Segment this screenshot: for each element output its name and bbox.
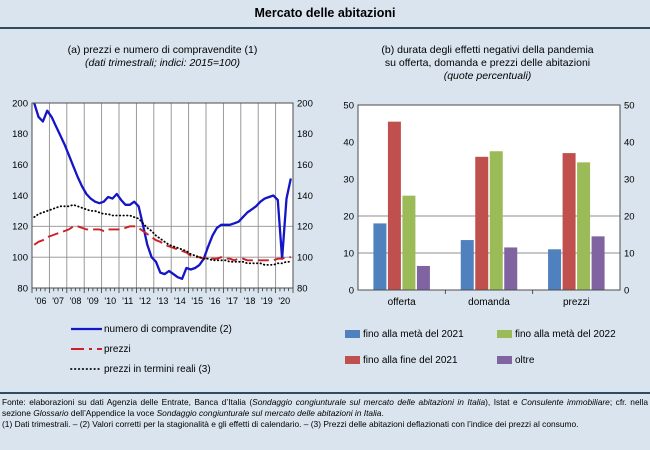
footer-italic-segment: Consulente immobiliare bbox=[521, 397, 610, 407]
legend-item bbox=[70, 339, 232, 359]
legend-item bbox=[345, 321, 497, 347]
y-tick-left: 160 bbox=[12, 160, 28, 172]
panel-b-title-line1: (b) durata degli effetti negativi della pandemia bbox=[381, 44, 594, 56]
legend-item bbox=[497, 347, 645, 373]
footer bbox=[2, 397, 648, 431]
legend-color-swatch bbox=[497, 330, 512, 338]
legend-label: prezzi bbox=[104, 343, 131, 355]
x-tick-label: '16 bbox=[208, 296, 221, 306]
panel-b-subtitle: (quote percentuali) bbox=[443, 70, 532, 82]
panel-a-line-chart bbox=[0, 95, 325, 315]
bar bbox=[592, 236, 605, 290]
y-tick-right: 10 bbox=[624, 248, 635, 260]
y-tick-left: 50 bbox=[343, 100, 354, 112]
footer-segment: (1) Dati trimestrali. – (2) Valori corretti per la stagionalità e gli effetti di calendario. – (3) Prezzi delle abitazioni deflazionati con l’indice dei prezzi al consumo. bbox=[2, 419, 579, 430]
title-divider bbox=[0, 27, 650, 29]
y-tick-right: 20 bbox=[624, 211, 635, 223]
y-tick-right: 160 bbox=[297, 160, 313, 172]
panel-b-header bbox=[325, 44, 650, 83]
y-tick-right: 40 bbox=[624, 137, 635, 149]
y-tick-left: 100 bbox=[12, 252, 28, 264]
x-tick-label: '08 bbox=[69, 296, 82, 306]
footer-divider bbox=[0, 392, 650, 394]
x-tick-label: '14 bbox=[174, 296, 186, 306]
legend-label: numero di compravendite (2) bbox=[104, 323, 232, 335]
x-tick-label: '11 bbox=[122, 296, 134, 306]
panel-b-legend bbox=[345, 321, 645, 373]
y-tick-left: 20 bbox=[343, 211, 354, 223]
footer-segment: ), Istat e bbox=[485, 397, 522, 407]
legend-item bbox=[70, 319, 232, 339]
legend-item bbox=[345, 347, 497, 373]
legend-label: fino alla fine del 2021 bbox=[363, 354, 458, 366]
panel-a-subtitle: (dati trimestrali; indici: 2015=100) bbox=[85, 57, 240, 69]
footer-italic-segment: Glossario bbox=[33, 408, 69, 419]
x-tick-label: '15 bbox=[191, 296, 204, 306]
bar bbox=[548, 249, 561, 290]
panel-b-bar-chart bbox=[325, 95, 650, 315]
bar bbox=[490, 151, 503, 290]
y-tick-right: 100 bbox=[297, 252, 313, 264]
y-tick-right: 30 bbox=[624, 174, 635, 186]
footer-source-text bbox=[2, 397, 648, 419]
footer-segment: . bbox=[381, 408, 384, 419]
footer-italic-segment: Sondaggio congiunturale sul mercato delle abitazioni in Italia bbox=[156, 408, 382, 419]
panel-a-legend bbox=[70, 319, 232, 379]
y-tick-left: 80 bbox=[17, 283, 28, 295]
y-tick-left: 180 bbox=[12, 129, 28, 141]
y-tick-left: 10 bbox=[343, 248, 354, 260]
panel-a-title: (a) prezzi e numero di compravendite (1) bbox=[67, 44, 258, 56]
bar bbox=[402, 196, 415, 290]
x-category-label: domanda bbox=[468, 297, 510, 308]
x-tick-label: '06 bbox=[34, 296, 47, 306]
bar bbox=[577, 162, 590, 290]
y-tick-right: 80 bbox=[297, 283, 308, 295]
legend-color-swatch bbox=[345, 330, 360, 338]
legend-dotted-marker bbox=[70, 363, 103, 375]
footer-segment: Fonte: elaborazioni su dati Agenzia delle Entrate, Banca d’Italia ( bbox=[2, 397, 253, 407]
legend-label: oltre bbox=[515, 354, 535, 366]
footer-italic-segment: Sondaggio congiunturale sul mercato delle abitazioni in Italia bbox=[252, 397, 486, 407]
x-tick-label: '10 bbox=[104, 296, 117, 306]
panel-a-header bbox=[0, 44, 325, 70]
x-tick-label: '18 bbox=[243, 296, 256, 306]
y-tick-right: 200 bbox=[297, 98, 313, 110]
bar bbox=[373, 223, 386, 290]
y-tick-right: 140 bbox=[297, 190, 313, 202]
legend-color-swatch bbox=[497, 356, 512, 364]
y-tick-left: 200 bbox=[12, 98, 28, 110]
legend-label: prezzi in termini reali (3) bbox=[104, 363, 211, 375]
x-tick-label: '17 bbox=[226, 296, 238, 306]
panel-b-title-line2: su offerta, domanda e prezzi delle abitazioni bbox=[384, 57, 591, 69]
bar bbox=[504, 247, 517, 290]
y-tick-right: 120 bbox=[297, 221, 313, 233]
y-tick-left: 140 bbox=[12, 190, 28, 202]
plot-area bbox=[32, 103, 293, 288]
footer-notes-text bbox=[2, 419, 648, 430]
legend-color-swatch bbox=[345, 356, 360, 364]
legend-label: fino alla metà del 2022 bbox=[515, 328, 616, 340]
x-tick-label: '19 bbox=[261, 296, 273, 306]
y-tick-right: 50 bbox=[624, 100, 635, 112]
x-tick-label: '20 bbox=[278, 296, 291, 306]
x-tick-label: '07 bbox=[52, 296, 64, 306]
x-tick-label: '12 bbox=[139, 296, 151, 306]
legend-item bbox=[497, 321, 645, 347]
x-category-label: prezzi bbox=[562, 297, 590, 308]
y-tick-left: 40 bbox=[343, 137, 354, 149]
y-tick-left: 0 bbox=[348, 285, 354, 297]
footer-segment: ; cfr. nella sezione bbox=[2, 397, 648, 419]
legend-dashed-marker bbox=[70, 343, 103, 355]
y-tick-left: 120 bbox=[12, 221, 28, 233]
bar bbox=[417, 266, 430, 290]
x-tick-label: '13 bbox=[156, 296, 169, 306]
y-tick-right: 0 bbox=[624, 285, 630, 297]
y-tick-left: 30 bbox=[343, 174, 354, 186]
bar bbox=[563, 153, 576, 290]
figure-title: Mercato delle abitazioni bbox=[254, 6, 396, 20]
legend-item bbox=[70, 359, 232, 379]
legend-label: fino alla metà del 2021 bbox=[363, 328, 464, 340]
bar bbox=[388, 122, 401, 290]
bar bbox=[475, 157, 488, 290]
y-tick-right: 180 bbox=[297, 129, 313, 141]
x-category-label: offerta bbox=[387, 297, 416, 308]
bar bbox=[461, 240, 474, 290]
x-tick-label: '09 bbox=[87, 296, 99, 306]
legend-solid-marker bbox=[70, 323, 103, 335]
footer-segment: dell’Appendice la voce bbox=[68, 408, 157, 419]
